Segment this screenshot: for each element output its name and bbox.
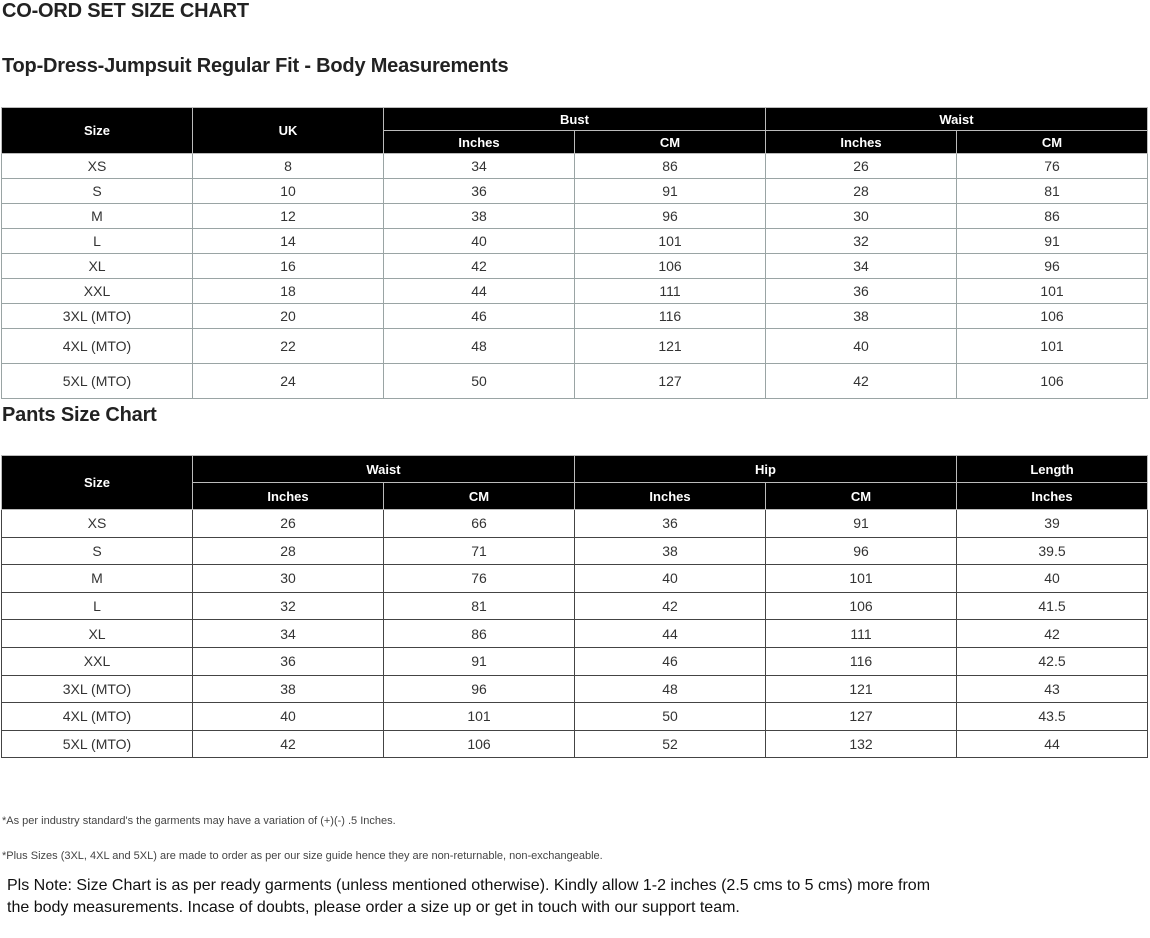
table-cell: 42 <box>957 620 1148 648</box>
table-cell: 81 <box>384 592 575 620</box>
header-bust-cm: CM <box>575 131 766 154</box>
table-cell: 34 <box>193 620 384 648</box>
table-cell: 40 <box>766 329 957 364</box>
table-cell: 101 <box>384 703 575 731</box>
table-cell: XS <box>2 154 193 179</box>
table-cell: 39 <box>957 510 1148 538</box>
table-cell: 44 <box>384 279 575 304</box>
header-size: Size <box>2 456 193 510</box>
variation-note: *As per industry standard's the garments may have a variation of (+)(-) .5 Inches. <box>2 815 396 827</box>
table-cell: 101 <box>957 329 1148 364</box>
table-cell: L <box>2 592 193 620</box>
table-cell: 101 <box>766 565 957 593</box>
table-cell: 96 <box>766 537 957 565</box>
header-hip-cm: CM <box>766 483 957 510</box>
table-cell: 34 <box>384 154 575 179</box>
table-row <box>2 304 1148 329</box>
table-cell: 71 <box>384 537 575 565</box>
section-heading-pants: Pants Size Chart <box>2 404 157 426</box>
table-cell: 127 <box>575 364 766 399</box>
table-cell: 42.5 <box>957 647 1148 675</box>
table-cell: 127 <box>766 703 957 731</box>
table-cell: 3XL (MTO) <box>2 304 193 329</box>
table-row <box>2 537 1148 565</box>
header-waist-cm: CM <box>957 131 1148 154</box>
table-cell: 116 <box>575 304 766 329</box>
plus-sizes-note: *Plus Sizes (3XL, 4XL and 5XL) are made to order as per our size guide hence they are non-returnable, non-exchangeable. <box>2 850 603 862</box>
table-row <box>2 179 1148 204</box>
table-cell: 96 <box>575 204 766 229</box>
header-uk: UK <box>193 108 384 154</box>
table-cell: 38 <box>766 304 957 329</box>
table-cell: 12 <box>193 204 384 229</box>
table-cell: 121 <box>575 329 766 364</box>
header-size: Size <box>2 108 193 154</box>
table-row <box>2 229 1148 254</box>
table-cell: 76 <box>384 565 575 593</box>
table-cell: 48 <box>384 329 575 364</box>
table-cell: 42 <box>384 254 575 279</box>
table-cell: XXL <box>2 279 193 304</box>
table-cell: 106 <box>957 304 1148 329</box>
table-cell: 86 <box>384 620 575 648</box>
table-cell: 36 <box>575 510 766 538</box>
table-cell: XL <box>2 254 193 279</box>
table-cell: 22 <box>193 329 384 364</box>
table-cell: 32 <box>766 229 957 254</box>
table-cell: 38 <box>193 675 384 703</box>
table-row <box>2 565 1148 593</box>
table-cell: 30 <box>193 565 384 593</box>
table-cell: 46 <box>575 647 766 675</box>
table-cell: M <box>2 204 193 229</box>
table-cell: XL <box>2 620 193 648</box>
header-length: Length <box>957 456 1148 483</box>
table-cell: 81 <box>957 179 1148 204</box>
table-cell: 42 <box>766 364 957 399</box>
header-hip: Hip <box>575 456 957 483</box>
table-row <box>2 254 1148 279</box>
table-cell: 4XL (MTO) <box>2 703 193 731</box>
table-row <box>2 510 1148 538</box>
table-cell: XXL <box>2 647 193 675</box>
table-cell: 38 <box>384 204 575 229</box>
table-cell: 111 <box>766 620 957 648</box>
table-cell: 10 <box>193 179 384 204</box>
table-cell: 36 <box>766 279 957 304</box>
table-cell: 91 <box>384 647 575 675</box>
table-cell: 86 <box>575 154 766 179</box>
table-row <box>2 204 1148 229</box>
table-cell: 40 <box>575 565 766 593</box>
table-cell: 66 <box>384 510 575 538</box>
table-row <box>2 730 1148 758</box>
table-cell: 18 <box>193 279 384 304</box>
table-row <box>2 364 1148 399</box>
table-row <box>2 647 1148 675</box>
table-cell: 50 <box>575 703 766 731</box>
table-cell: 26 <box>193 510 384 538</box>
table-cell: 28 <box>766 179 957 204</box>
table-cell: 52 <box>575 730 766 758</box>
table-cell: 40 <box>384 229 575 254</box>
table-cell: 91 <box>957 229 1148 254</box>
table-cell: 36 <box>193 647 384 675</box>
table-cell: 38 <box>575 537 766 565</box>
table-cell: 30 <box>766 204 957 229</box>
table-cell: 14 <box>193 229 384 254</box>
table-cell: 91 <box>575 179 766 204</box>
header-length-inches: Inches <box>957 483 1148 510</box>
tops-size-table <box>1 107 1148 399</box>
table-cell: 46 <box>384 304 575 329</box>
table-cell: 40 <box>193 703 384 731</box>
table-cell: 50 <box>384 364 575 399</box>
table-cell: S <box>2 179 193 204</box>
header-bust-inches: Inches <box>384 131 575 154</box>
header-waist-cm: CM <box>384 483 575 510</box>
table-cell: 3XL (MTO) <box>2 675 193 703</box>
pls-note <box>7 875 930 919</box>
table-cell: XS <box>2 510 193 538</box>
pls-note-line2: the body measurements. Incase of doubts, please order a size up or get in touch with our support team. <box>7 899 740 916</box>
table-cell: 5XL (MTO) <box>2 730 193 758</box>
table-cell: 116 <box>766 647 957 675</box>
table-cell: 39.5 <box>957 537 1148 565</box>
table-cell: 40 <box>957 565 1148 593</box>
table-row <box>2 279 1148 304</box>
table-row <box>2 703 1148 731</box>
table-cell: 5XL (MTO) <box>2 364 193 399</box>
table-cell: L <box>2 229 193 254</box>
table-cell: 106 <box>766 592 957 620</box>
pls-note-line1: Pls Note: Size Chart is as per ready garments (unless mentioned otherwise). Kindly allow 1-2 inches (2.5 cms to 5 cms) more from <box>7 877 931 894</box>
table-cell: 106 <box>384 730 575 758</box>
table-cell: 8 <box>193 154 384 179</box>
table-cell: 132 <box>766 730 957 758</box>
table-row <box>2 675 1148 703</box>
table-cell: 111 <box>575 279 766 304</box>
header-waist: Waist <box>193 456 575 483</box>
table-cell: 101 <box>575 229 766 254</box>
table-cell: 36 <box>384 179 575 204</box>
table-cell: 76 <box>957 154 1148 179</box>
table-cell: 20 <box>193 304 384 329</box>
table-cell: 4XL (MTO) <box>2 329 193 364</box>
pants-size-table <box>1 455 1148 758</box>
table-cell: 26 <box>766 154 957 179</box>
header-waist: Waist <box>766 108 1148 131</box>
table-cell: 96 <box>957 254 1148 279</box>
table-cell: 42 <box>575 592 766 620</box>
section-heading-tops: Top-Dress-Jumpsuit Regular Fit - Body Measurements <box>2 55 509 77</box>
header-bust: Bust <box>384 108 766 131</box>
header-hip-inches: Inches <box>575 483 766 510</box>
table-cell: M <box>2 565 193 593</box>
table-cell: S <box>2 537 193 565</box>
table-cell: 44 <box>575 620 766 648</box>
table-row <box>2 154 1148 179</box>
table-cell: 43 <box>957 675 1148 703</box>
header-waist-inches: Inches <box>193 483 384 510</box>
table-cell: 48 <box>575 675 766 703</box>
table-cell: 16 <box>193 254 384 279</box>
table-cell: 91 <box>766 510 957 538</box>
table-cell: 96 <box>384 675 575 703</box>
table-cell: 32 <box>193 592 384 620</box>
table-cell: 28 <box>193 537 384 565</box>
table-cell: 34 <box>766 254 957 279</box>
table-cell: 106 <box>575 254 766 279</box>
table-cell: 41.5 <box>957 592 1148 620</box>
table-cell: 106 <box>957 364 1148 399</box>
table-row <box>2 592 1148 620</box>
table-cell: 44 <box>957 730 1148 758</box>
table-cell: 24 <box>193 364 384 399</box>
header-waist-inches: Inches <box>766 131 957 154</box>
table-row <box>2 329 1148 364</box>
table-row <box>2 620 1148 648</box>
table-cell: 101 <box>957 279 1148 304</box>
table-cell: 86 <box>957 204 1148 229</box>
page-title: CO-ORD SET SIZE CHART <box>2 0 249 22</box>
table-cell: 121 <box>766 675 957 703</box>
table-cell: 43.5 <box>957 703 1148 731</box>
table-cell: 42 <box>193 730 384 758</box>
